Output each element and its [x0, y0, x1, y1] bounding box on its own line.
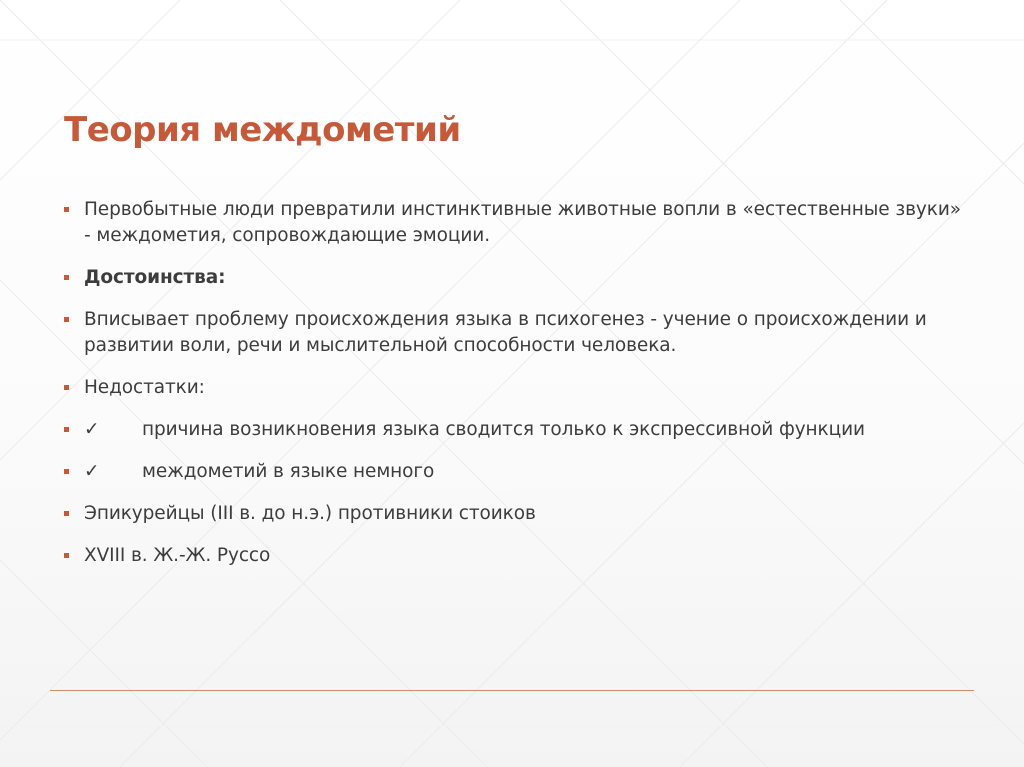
bullet-square-icon — [64, 427, 69, 432]
check-row — [84, 417, 964, 443]
bullet-item — [64, 543, 964, 569]
bullet-square-icon — [64, 511, 69, 516]
bullet-item — [64, 307, 964, 359]
bullet-square-icon — [64, 275, 69, 280]
bullet-square-icon — [64, 317, 69, 322]
slide-title: Теория междометий — [64, 110, 461, 150]
bullet-square-icon — [64, 207, 69, 212]
check-row — [84, 459, 964, 485]
bullet-text: причина возникновения языка сводится только к экспрессивной функции — [142, 419, 865, 440]
bullet-item — [64, 197, 964, 249]
bullet-square-icon — [64, 553, 69, 558]
bullet-item-advantages — [64, 265, 964, 291]
bullet-item-check — [64, 417, 964, 443]
bullet-list — [64, 197, 964, 585]
footer-divider — [50, 690, 974, 691]
bullet-square-icon — [64, 469, 69, 474]
bullet-item-check — [64, 459, 964, 485]
bullet-text: Вписывает проблему происхождения языка в психогенез - учение о происхождении и развитии воли, речи и мыслительной способности человека. — [84, 309, 927, 356]
advantages-heading: Достоинства: — [84, 267, 226, 288]
disadvantages-heading: Недостатки: — [84, 377, 205, 398]
bullet-text: XVIII в. Ж.-Ж. Руссо — [84, 545, 271, 566]
bullet-item — [64, 501, 964, 527]
checkmark-icon: ✓ — [84, 419, 100, 440]
bullet-text: Эпикурейцы (III в. до н.э.) противники стоиков — [84, 503, 536, 524]
bullet-square-icon — [64, 385, 69, 390]
bullet-item-disadvantages — [64, 375, 964, 401]
bullet-text: Первобытные люди превратили инстинктивные животные вопли в «естественные звуки» - междометия, сопровождающие эмоции. — [84, 199, 961, 246]
checkmark-icon: ✓ — [84, 461, 100, 482]
bullet-text: междометий в языке немного — [142, 461, 435, 482]
